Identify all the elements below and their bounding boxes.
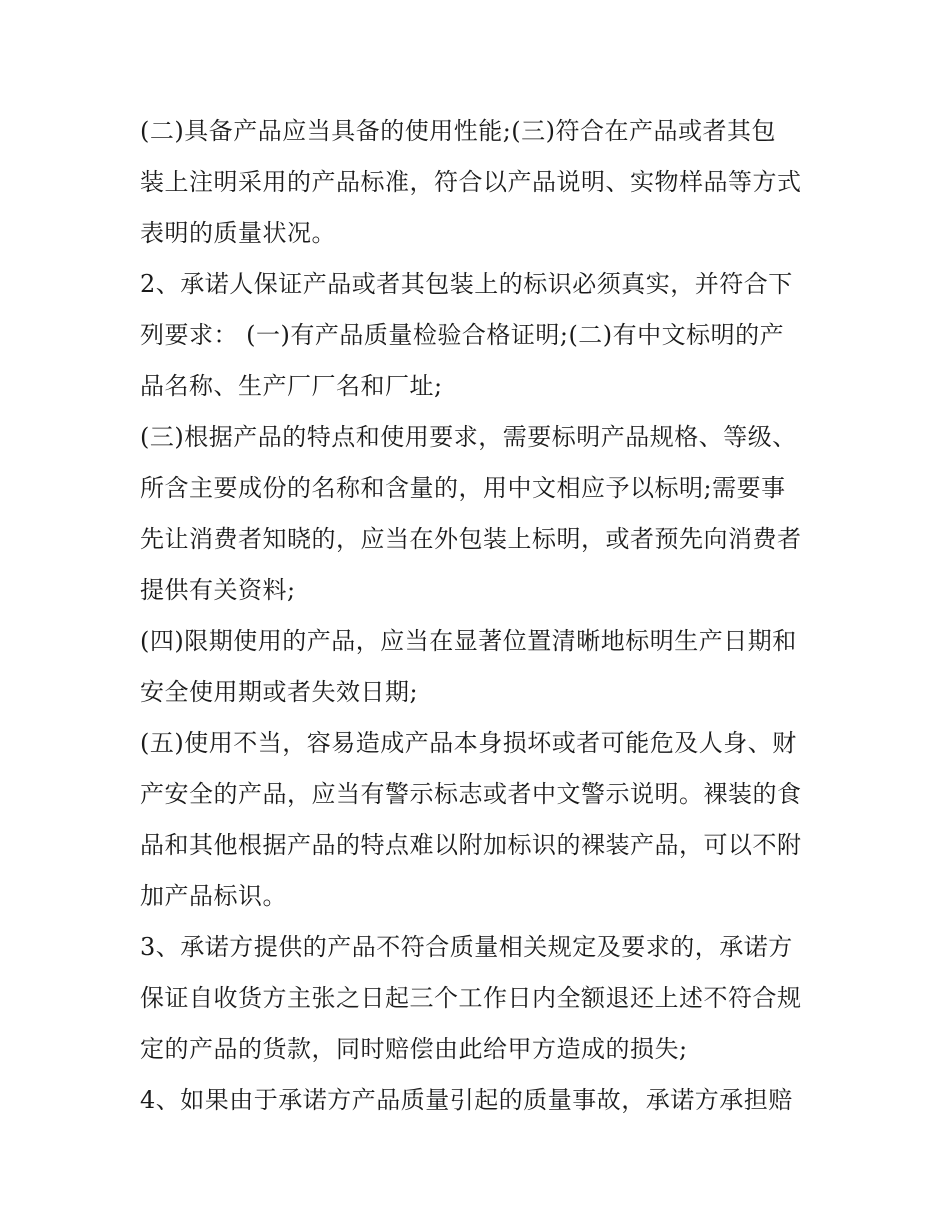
text-line: 品和其他根据产品的特点难以附加标识的裸装产品，可以不附 [140, 831, 802, 859]
text-line: 提供有关资料; [140, 576, 296, 604]
text-line: 列要求： (一)有产品质量检验合格证明;(二)有中文标明的产 [140, 321, 785, 349]
text-line: 品名称、生产厂厂名和厂址; [140, 372, 443, 400]
text-line: 定的产品的货款，同时赔偿由此给甲方造成的损失; [140, 1035, 688, 1063]
text-line: 加产品标识。 [140, 882, 287, 910]
text-line: 先让消费者知晓的，应当在外包装上标明，或者预先向消费者 [140, 525, 802, 553]
text-line: 装上注明采用的产品标准，符合以产品说明、实物样品等方式 [140, 168, 802, 196]
text-line: 3、承诺方提供的产品不符合质量相关规定及要求的，承诺方 [140, 933, 793, 961]
document-body [140, 106, 820, 1126]
text-line: 安全使用期或者失效日期; [140, 678, 419, 706]
text-line: 产安全的产品，应当有警示标志或者中文警示说明。裸装的食 [140, 780, 802, 808]
text-line: (三)根据产品的特点和使用要求，需要标明产品规格、等级、 [140, 423, 797, 451]
text-line: 表明的质量状况。 [140, 219, 336, 247]
text-line: (四)限期使用的产品，应当在显著位置清晰地标明生产日期和 [140, 627, 797, 655]
text-line: 2、承诺人保证产品或者其包装上的标识必须真实，并符合下 [140, 270, 793, 298]
text-line: 保证自收货方主张之日起三个工作日内全额退还上述不符合规 [140, 984, 802, 1012]
text-line: 所含主要成份的名称和含量的，用中文相应予以标明;需要事 [140, 474, 786, 502]
text-line: (二)具备产品应当具备的使用性能;(三)符合在产品或者其包 [140, 117, 777, 145]
text-line: (五)使用不当，容易造成产品本身损坏或者可能危及人身、财 [140, 729, 797, 757]
text-line: 4、如果由于承诺方产品质量引起的质量事故，承诺方承担赔 [140, 1086, 793, 1114]
